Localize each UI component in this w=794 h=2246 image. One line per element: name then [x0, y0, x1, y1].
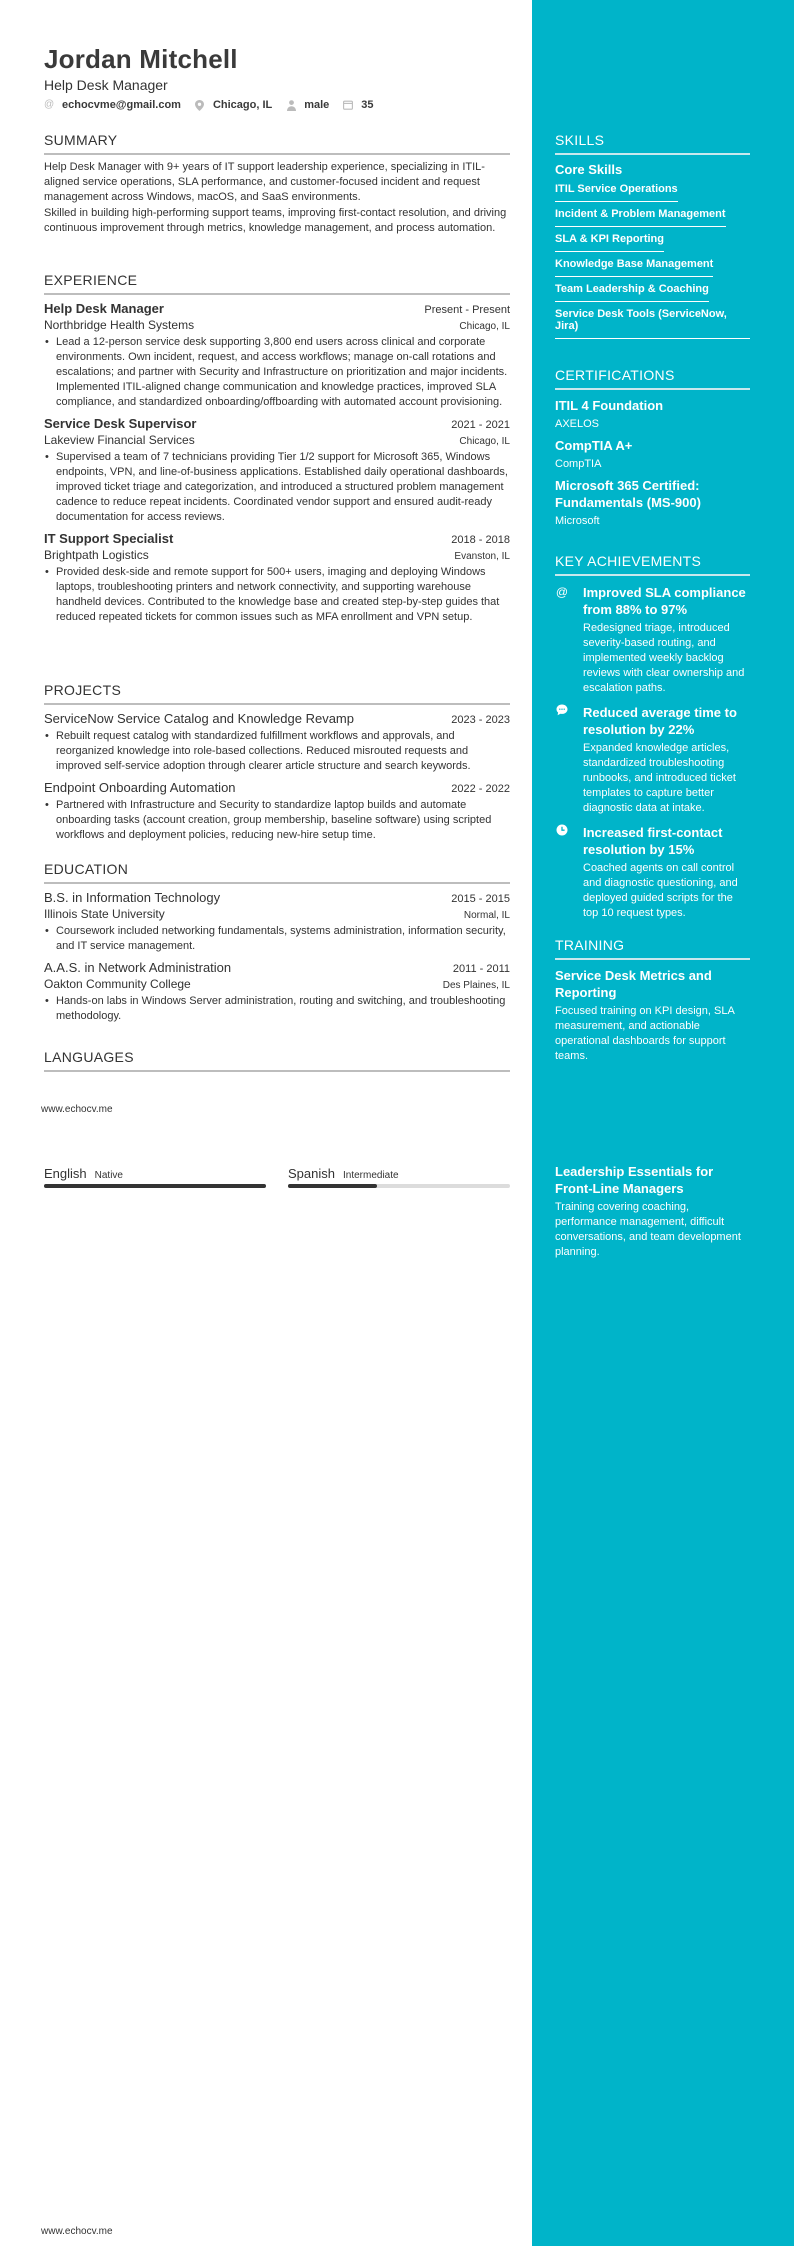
training-section — [555, 937, 750, 1064]
at-icon: @ — [44, 99, 55, 110]
company-name: Lakeview Financial Services — [44, 433, 195, 447]
experience-entry — [44, 416, 510, 525]
achievement-title: Improved SLA compliance from 88% to 97% — [583, 585, 746, 617]
sidebar-divider — [555, 574, 750, 576]
sidebar-divider — [555, 388, 750, 390]
skill-item: Team Leadership & Coaching — [555, 281, 709, 302]
certification-issuer: Microsoft — [555, 515, 600, 527]
education-dates: 2011 - 2011 — [452, 963, 510, 975]
experience-entry — [44, 531, 510, 625]
company-name: Brightpath Logistics — [44, 548, 149, 562]
job-title: IT Support Specialist — [44, 531, 174, 546]
project-name: ServiceNow Service Catalog and Knowledge Revamp — [44, 711, 354, 726]
language-proficiency-bar — [44, 1184, 266, 1188]
education-entry — [44, 890, 510, 954]
language-name: Spanish — [288, 1166, 335, 1181]
education-section — [44, 861, 510, 1024]
chat-bubble-icon — [555, 704, 569, 816]
achievement-title: Reduced average time to resolution by 22% — [583, 705, 737, 737]
sidebar-section-title: KEY ACHIEVEMENTS — [555, 553, 702, 569]
skill-item: Incident & Problem Management — [555, 206, 726, 227]
headline: Help Desk Manager — [44, 77, 168, 93]
language-level: Intermediate — [342, 1170, 399, 1181]
contact-email-value: echocvme@gmail.com — [62, 99, 181, 111]
sidebar-divider — [555, 153, 750, 155]
training-title: Leadership Essentials for Front-Line Managers — [555, 1164, 714, 1196]
job-bullet: • Lead a 12-person service desk supporting 3,800 end users across clinical and corporate environments. Own incident, request, and access workflows; manage on-call rotations and escalations; and partner with Security and Infrastructure on prioritization and major incidents. Implemented ITIL-aligned change communication and knowledge practices, improved SLA compliance, and standardized onboarding/offboarding with automated account provisioning. — [44, 335, 510, 410]
degree: B.S. in Information Technology — [44, 890, 221, 905]
section-title: LANGUAGES — [44, 1049, 134, 1065]
achievement-item — [555, 704, 750, 816]
footer-link-top[interactable]: www.echocv.me — [41, 1104, 113, 1115]
skills-section — [555, 132, 750, 339]
job-bullet: • Provided desk-side and remote support for 500+ users, imaging and deploying Windows laptops, troubleshooting printers and network connectivity, and supporting warehouse handheld devices. Contributed to the knowledge base and created step-by-step guides that reduced repeated tickets for common issues such as MFA enrollment and VPN setup. — [44, 565, 510, 625]
candidate-name: Jordan Mitchell — [44, 44, 238, 74]
school-location: Normal, IL — [463, 910, 510, 921]
projects-section — [44, 682, 510, 843]
sidebar-section-title: CERTIFICATIONS — [555, 367, 675, 383]
certification-name: Microsoft 365 Certified: Fundamentals (MS-900) — [555, 478, 701, 510]
section-divider — [44, 882, 510, 884]
achievements-section — [555, 553, 750, 921]
skill-item: SLA & KPI Reporting — [555, 231, 664, 252]
job-bullet: • Supervised a team of 7 technicians providing Tier 1/2 support for Microsoft 365, Windows endpoints, VPN, and line-of-business applications. Established daily operational dashboards, improved ticket triage and categorization, and introduced a structured problem management cadence to reduce repeat incidents. Coordinated vendor support and ensured audit-ready documentation for access reviews. — [44, 450, 510, 525]
school-name: Oakton Community College — [44, 977, 191, 991]
experience-entry — [44, 301, 510, 410]
achievement-item — [555, 824, 750, 921]
training-description: Training covering coaching, performance management, difficult conversations, and team development planning. — [555, 1201, 741, 1258]
section-title: SUMMARY — [44, 132, 118, 148]
language-item — [44, 1166, 266, 1188]
certification-name: CompTIA A+ — [555, 438, 633, 453]
project-entry — [44, 711, 510, 774]
sidebar-section-title: SKILLS — [555, 132, 605, 148]
training-continued — [555, 1163, 750, 1260]
location-pin-icon — [195, 100, 205, 110]
language-item — [288, 1166, 510, 1188]
project-entry — [44, 780, 510, 843]
contact-gender — [286, 99, 329, 111]
section-divider — [44, 153, 510, 155]
language-proficiency-fill — [44, 1184, 266, 1188]
job-dates: 2018 - 2018 — [451, 534, 510, 546]
section-divider — [44, 703, 510, 705]
education-bullet: • Coursework included networking fundamentals, systems administration, information security, and IT service management. — [44, 924, 510, 954]
certification-issuer: CompTIA — [555, 458, 602, 470]
section-divider — [44, 1070, 510, 1072]
achievement-description: Expanded knowledge articles, standardized troubleshooting runbooks, and introduced ticket templates to capture better diagnostic data at intake. — [583, 742, 736, 814]
achievement-description: Redesigned triage, introduced severity-based routing, and implemented weekly backlog reviews with clear ownership and escalation paths. — [583, 622, 745, 694]
section-divider — [44, 293, 510, 295]
contact-location-value: Chicago, IL — [212, 99, 273, 111]
sidebar-divider — [555, 958, 750, 960]
certifications-section — [555, 367, 750, 527]
job-location: Chicago, IL — [459, 321, 510, 332]
clock-icon — [555, 824, 569, 921]
languages-section — [44, 1049, 510, 1072]
achievement-title: Increased first-contact resolution by 15% — [583, 825, 723, 857]
degree: A.A.S. in Network Administration — [44, 960, 232, 975]
school-location: Des Plaines, IL — [442, 980, 510, 991]
job-location: Chicago, IL — [459, 436, 510, 447]
company-name: Northbridge Health Systems — [44, 318, 195, 332]
language-list — [44, 1166, 510, 1188]
contact-gender-value: male — [304, 99, 330, 111]
training-title: Service Desk Metrics and Reporting — [555, 968, 712, 1000]
section-title: PROJECTS — [44, 682, 122, 698]
job-dates: Present - Present — [424, 304, 510, 316]
footer-link-bottom[interactable]: www.echocv.me — [41, 2226, 113, 2237]
section-title: EXPERIENCE — [44, 272, 138, 288]
school-name: Illinois State University — [44, 907, 165, 921]
language-name: English — [44, 1166, 87, 1181]
education-entry — [44, 960, 510, 1024]
contact-location — [195, 99, 272, 111]
skill-item: ITIL Service Operations — [555, 181, 678, 202]
project-bullet: • Partnered with Infrastructure and Security to standardize laptop builds and automate onboarding tasks (account creation, group membership, baseline software) using scripted workflows and deployment policies, reducing new-hire setup time. — [44, 798, 510, 843]
skill-item: Knowledge Base Management — [555, 256, 713, 277]
calendar-icon — [343, 100, 353, 110]
achievement-description: Coached agents on call control and diagnostic questioning, and deployed guided scripts for the top 10 request types. — [583, 862, 738, 919]
language-level: Native — [94, 1170, 123, 1181]
achievement-item — [555, 584, 750, 696]
skill-item: Service Desk Tools (ServiceNow, Jira) — [555, 306, 750, 339]
education-bullet: • Hands-on labs in Windows Server administration, routing and switching, and troubleshooting methodology. — [44, 994, 510, 1024]
project-dates: 2023 - 2023 — [451, 714, 510, 726]
certification-issuer: AXELOS — [555, 418, 600, 430]
project-dates: 2022 - 2022 — [451, 783, 510, 795]
summary-section — [44, 132, 510, 236]
section-title: EDUCATION — [44, 861, 129, 877]
skill-group-title: Core Skills — [555, 162, 623, 177]
summary-paragraph: Help Desk Manager with 9+ years of IT support leadership experience, specializing in ITIL-aligned service operations, SLA performance, and customer-focused incident and request management across Windows, macOS, and SaaS environments. — [44, 161, 485, 203]
person-icon — [286, 100, 296, 110]
project-bullet: • Rebuilt request catalog with standardized fulfillment workflows and approvals, and reorganized knowledge into role-based collections. Reduced misrouted requests and improved self-service adoption through clearer article structure and search keywords. — [44, 729, 510, 774]
contact-age-value: 35 — [361, 99, 374, 111]
contact-age — [343, 99, 373, 111]
job-dates: 2021 - 2021 — [451, 419, 510, 431]
contact-email[interactable] — [44, 99, 181, 111]
contact-bar — [44, 99, 388, 111]
training-description: Focused training on KPI design, SLA measurement, and actionable operational dashboards for support teams. — [555, 1005, 735, 1062]
education-dates: 2015 - 2015 — [451, 893, 510, 905]
job-location: Evanston, IL — [454, 551, 510, 562]
job-title: Help Desk Manager — [44, 301, 164, 316]
certification-name: ITIL 4 Foundation — [555, 398, 664, 413]
project-name: Endpoint Onboarding Automation — [44, 780, 236, 795]
summary-paragraph: Skilled in building high-performing support teams, improving first-contact resolution, and driving continuous improvement through metrics, knowledge management, and process automation. — [44, 207, 507, 234]
job-title: Service Desk Supervisor — [44, 416, 197, 431]
experience-section — [44, 272, 510, 625]
at-icon: @ — [555, 585, 569, 599]
language-proficiency-bar — [288, 1184, 510, 1188]
sidebar-section-title: TRAINING — [555, 937, 625, 953]
language-proficiency-fill — [288, 1184, 377, 1188]
